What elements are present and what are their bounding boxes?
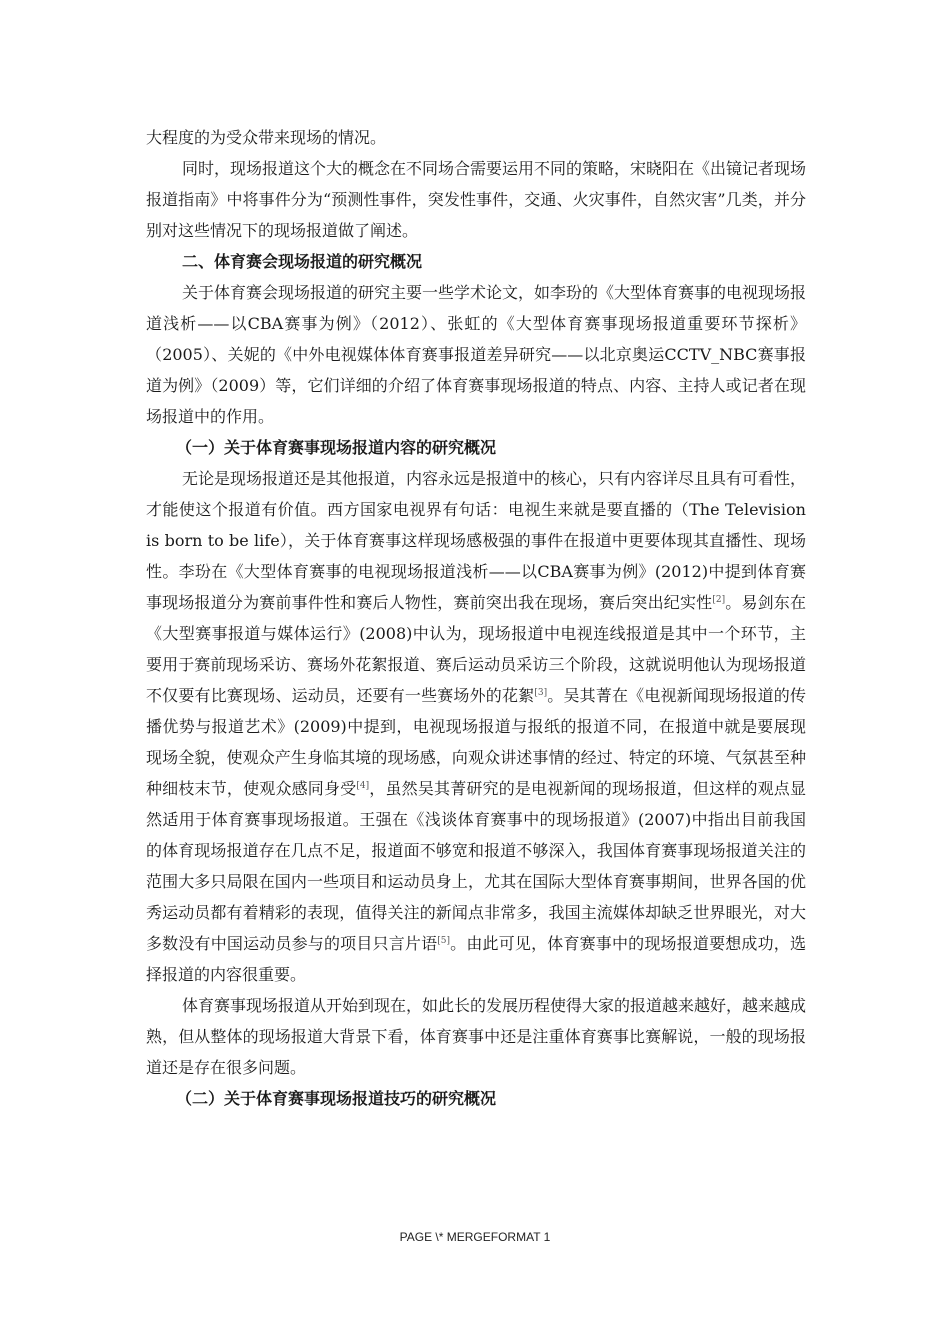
section-heading-2: 二、体育赛会现场报道的研究概况 — [182, 252, 423, 271]
paragraph-continuation: 大程度的为受众带来现场的情况。 — [146, 128, 387, 147]
citation-ref[interactable]: [3] — [534, 688, 548, 698]
text-segment: 无论是现场报道还是其他报道，内容永远是报道中的核心，只有内容详尽且具有可看性，才能使这个报道有价值。西方国家电视界有句话：电视生来就是要直播的（The Television is born to be life），关于体育赛事这样现场感极强的事件在报道中更要体现其直播性、现场性。李玢在《大型体育赛事的电视现场报道浅析——以CBA赛事为例》(2012)中提到体育赛事现场报道分为赛前事件性和赛后人物性，赛前突出我在现场，赛后突出纪实性 — [146, 469, 807, 612]
body-text — [146, 122, 806, 1114]
paragraph-content-research — [146, 463, 806, 990]
citation-ref[interactable]: [4] — [356, 781, 370, 791]
subsection-heading-content: （一）关于体育赛事现场报道内容的研究概况 — [176, 438, 497, 457]
paragraph-research-overview: 关于体育赛会现场报道的研究主要一些学术论文，如李玢的《大型体育赛事的电视现场报道浅析——以CBA赛事为例》（2012）、张虹的《大型体育赛事现场报道重要环节探析》（2005）、关妮的《中外电视媒体体育赛事报道差异研究——以北京奥运CCTV_NBC赛事报道为例》（2009）等，它们详细的介绍了体育赛事现场报道的特点、内容、主持人或记者在现场报道中的作用。 — [146, 283, 807, 426]
paragraph-strategy: 同时，现场报道这个大的概念在不同场合需要运用不同的策略，宋晓阳在《出镜记者现场报道指南》中将事件分为“预测性事件，突发性事件，交通、火灾事件，自然灾害”几类，并分别对这些情况下的现场报道做了阐述。 — [146, 159, 807, 240]
paragraph-development: 体育赛事现场报道从开始到现在，如此长的发展历程使得大家的报道越来越好，越来越成熟，但从整体的现场报道大背景下看，体育赛事中还是注重体育赛事比赛解说，一般的现场报道还是存在很多问题。 — [146, 996, 807, 1077]
text-segment: ，虽然吴其菁研究的是电视新闻的现场报道，但这样的观点显然适用于体育赛事现场报道。王强在《浅谈体育赛事中的现场报道》(2007)中指出目前我国的体育现场报道存在几点不足，报道面不够宽和报道不够深入，我国体育赛事现场报道关注的范围大多只局限在国内一些项目和运动员身上，尤其在国际大型体育赛事期间，世界各国的优秀运动员都有着精彩的表现，值得关注的新闻点非常多，我国主流媒体却缺乏世界眼光，对大多数没有中国运动员参与的项目只言片语 — [146, 779, 806, 953]
text-segment: 。吴其菁在《电视新闻现场报道的传播优势与报道艺术》(2009)中提到，电视现场报道与报纸的报道不同，在报道中就是要展现现场全貌，使观众产生身临其境的现场感，向观众讲述事情的经过、特定的环境、气氛甚至种种细枝末节，使观众感同身受 — [146, 686, 806, 798]
citation-ref[interactable]: [5] — [437, 936, 450, 946]
text-segment: 。易剑东在《大型赛事报道与媒体运行》(2008)中认为，现场报道中电视连线报道是其中一个环节，主要用于赛前现场采访、赛场外花絮报道、赛后运动员采访三个阶段，这就说明他认为现场报道不仅要有比赛现场、运动员，还要有一些赛场外的花絮 — [146, 593, 806, 705]
subsection-heading-techniques: （二）关于体育赛事现场报道技巧的研究概况 — [176, 1089, 497, 1108]
page-footer: PAGE \* MERGEFORMAT 1 — [399, 1230, 551, 1244]
citation-ref[interactable]: [2] — [712, 595, 726, 605]
text-segment: 。由此可见，体育赛事中的现场报道要想成功，选择报道的内容很重要。 — [146, 934, 806, 984]
